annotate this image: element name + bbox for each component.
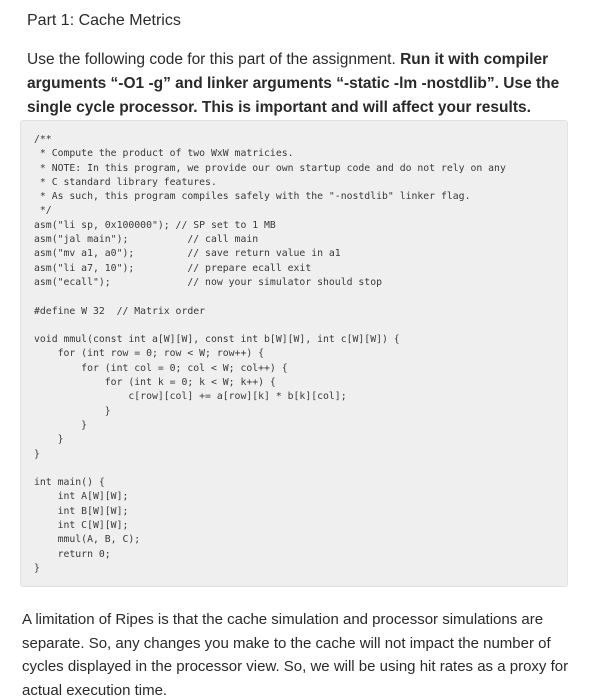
- code-block: [20, 120, 568, 587]
- intro-plain-text: Use the following code for this part of the assignment.: [27, 51, 401, 68]
- intro-paragraph: [27, 48, 587, 120]
- code-listing: /** * Compute the product of two WxW matricies. * NOTE: In this program, we provide our own startup code and do not rely on any * C standard library features. * As such, this program compiles safely with the "-nostdlib" linker flag. */ asm("li sp, 0x100000"); // SP set to 1 MB asm("jal main"); // call main asm("mv a1, a0"); // save return value in a1 asm("li a7, 10"); // prepare ecall exit asm("ecall"); // now your simulator should stop #define W 32 // Matrix order void mmul(const int a[W][W], const int b[W][W], int c[W][W]) { for (int row = 0; row < W; row++) { for (int col = 0; col < W; col++) { for (int k = 0; k < W; k++) { c[row][col] += a[row][k] * b[k][col]; } } } } int main() { int A[W][W]; int B[W][W]; int C[W][W]; mmul(A, B, C); return 0; }: [34, 134, 506, 574]
- page-heading: Part 1: Cache Metrics: [27, 12, 181, 29]
- intro-bold-text: Run it with compiler arguments “-O1 -g” and linker arguments “-static -lm -nostdlib”. Use the single cycle processor. This is important and will affect your results.: [27, 51, 560, 116]
- outro-paragraph: A limitation of Ripes is that the cache simulation and processor simulations are separate. So, any changes you make to the cache will not impact the number of cycles displayed in the processor view. So, we will be using hit rates as a proxy for actual execution time.: [22, 611, 569, 699]
